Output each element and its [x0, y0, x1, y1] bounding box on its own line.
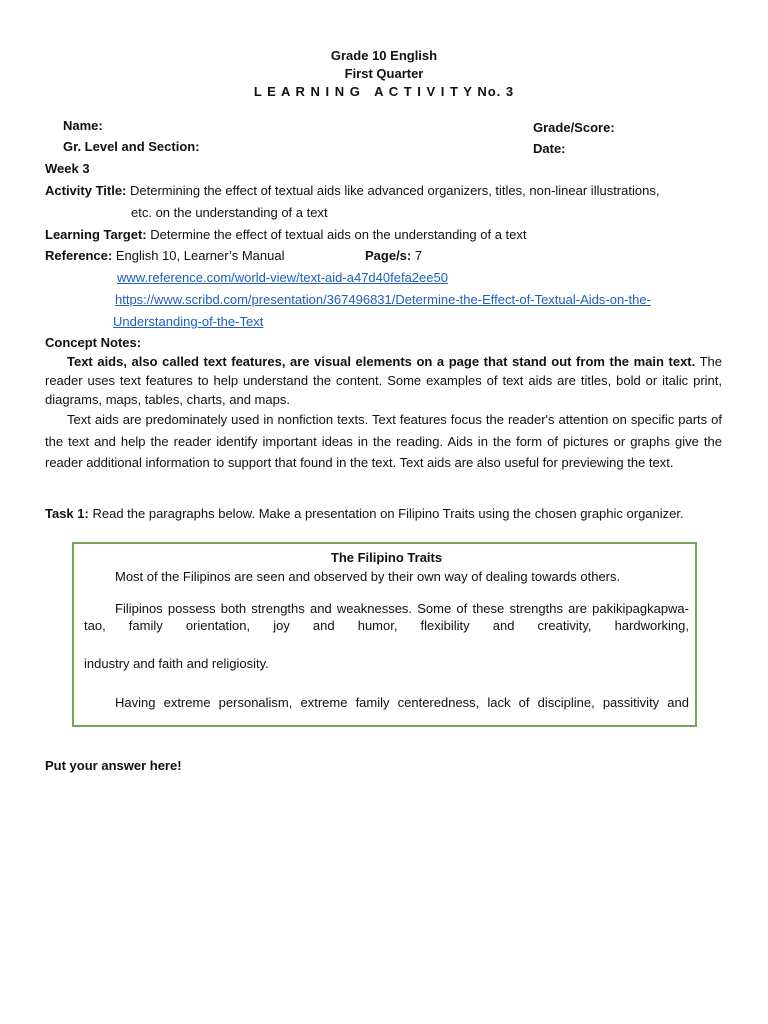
concept-paragraph-1-bold: Text aids, also called text features, are visual elements on a page that stand out from the main text. [67, 354, 696, 369]
activity-title-label: Activity Title: [45, 183, 127, 198]
reference [45, 248, 284, 263]
filipino-traits-paragraph-3: Having extreme personalism, extreme family centeredness, lack of discipline, passitivity and [115, 695, 689, 710]
filipino-traits-paragraph-2-continued: industry and faith and religiosity. [84, 656, 269, 671]
activity-title-text: Determining the effect of textual aids like advanced organizers, titles, non-linear illustrations, [130, 183, 660, 198]
activity-title [45, 183, 659, 198]
filipino-traits-paragraph-1: Most of the Filipinos are seen and observed by their own way of dealing towards others. [115, 569, 621, 584]
reference-link-2[interactable]: https://www.scribd.com/presentation/367496831/Determine-the-Effect-of-Textual-Aids-on-the- [115, 292, 651, 307]
learning-target-label: Learning Target: [45, 227, 147, 242]
reference-label: Reference: [45, 248, 113, 263]
header-quarter: First Quarter [344, 66, 424, 81]
concept-paragraph-2: Text aids are predominately used in nonfiction texts. Text features focus the reader's attention on specific parts of the text and help the reader identify important ideas in the reading. Aids in the form of pictures or graphs give the reader additional information to support that found in the text. Text aids are also useful for previewing the text. [45, 412, 722, 470]
date-label: Date: [533, 141, 566, 156]
task-1-text: Read the paragraphs below. Make a presentation on Filipino Traits using the chosen graphic organizer. [92, 506, 684, 521]
pages-value: 7 [414, 248, 423, 263]
answer-prompt: Put your answer here! [45, 758, 182, 773]
name-field-label: Name: [63, 118, 103, 133]
concept-paragraph-1 [45, 352, 722, 409]
learning-target-text: Determine the effect of textual aids on the understanding of a text [150, 227, 527, 242]
filipino-traits-box [72, 542, 697, 727]
header-activity-number: L E A R N I N G A C T I V I T Y No. 3 [253, 84, 515, 99]
reference-text: English 10, Learner’s Manual [115, 248, 285, 263]
reference-link-2-continued[interactable]: Understanding-of-the-Text [113, 314, 264, 329]
week-label: Week 3 [45, 161, 90, 176]
concept-notes-label: Concept Notes: [45, 335, 142, 350]
concept-paragraph-1-rest: The reader uses text features to help understand the content. Some examples of text aids are titles, bold or italic print, diagrams, maps, tables, charts, and maps. [45, 354, 722, 407]
reference-link-1[interactable]: www.reference.com/world-view/text-aid-a47d40fefa2ee50 [117, 270, 448, 285]
filipino-traits-title: The Filipino Traits [330, 550, 443, 565]
grade-score-label: Grade/Score: [533, 120, 615, 135]
pages-label: Page/s: [365, 248, 412, 263]
activity-title-continued: etc. on the understanding of a text [131, 205, 328, 220]
pages [365, 248, 422, 263]
level-section-label: Gr. Level and Section: [63, 139, 200, 154]
filipino-traits-paragraph-2: Filipinos possess both strengths and weaknesses. Some of these strengths are pakikipagkapwa-tao, family orientation, joy and humor, flexibility and creativity, hardworking, [84, 601, 689, 633]
task-1 [45, 506, 684, 521]
task-1-label: Task 1: [45, 506, 89, 521]
header-subject: Grade 10 English [330, 48, 438, 63]
learning-target [45, 227, 527, 242]
